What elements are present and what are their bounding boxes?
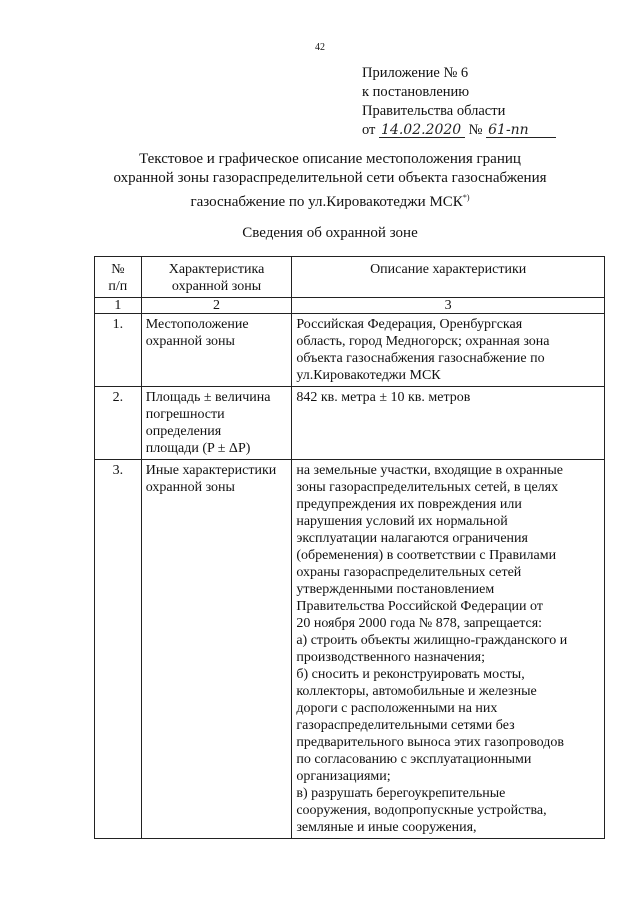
header-text: п/п xyxy=(108,279,128,294)
column-index-row xyxy=(95,298,605,314)
cell-line: Российская Федерация, Оренбургская xyxy=(296,317,523,332)
column-index: 2 xyxy=(141,298,292,314)
header-text: охранной зоны xyxy=(171,279,262,294)
cell-line: производственного назначения; xyxy=(296,650,485,665)
table-header-row xyxy=(95,257,605,298)
column-index: 1 xyxy=(95,298,142,314)
cell-line: охранной зоны xyxy=(145,334,235,349)
header-description: Описание характеристики xyxy=(292,257,605,298)
cell-line: Иные характеристики xyxy=(145,463,277,478)
section-title: Сведения об охранной зоне xyxy=(242,225,418,241)
page-number: 42 xyxy=(315,42,325,53)
row-description xyxy=(292,460,605,839)
cell-line: нарушения условий их нормальной xyxy=(296,514,508,529)
handwritten-date: 14.02.2020 xyxy=(379,123,465,138)
title-line: Текстовое и графическое описание местоположения границ xyxy=(139,151,521,167)
cell-line: б) сносить и реконструировать мосты, xyxy=(296,667,525,682)
from-label: от xyxy=(362,122,376,138)
cell-line: площади (P ± ΔP) xyxy=(145,441,251,456)
column-index: 3 xyxy=(292,298,605,314)
row-characteristic xyxy=(141,460,292,839)
appendix-date-line xyxy=(362,121,556,140)
document-title xyxy=(70,150,590,212)
cell-line: 20 ноября 2000 года № 878, запрещается: xyxy=(296,616,543,631)
cell-line: земляные и иные сооружения, xyxy=(296,820,477,835)
zone-info-table xyxy=(94,256,605,839)
cell-line: сооружения, водопропускные устройства, xyxy=(296,803,547,818)
cell-line: предварительного выноса этих газопроводов xyxy=(296,735,565,750)
table-row xyxy=(95,387,605,460)
cell-line: предупреждения их повреждения или xyxy=(296,497,522,512)
table-row xyxy=(95,460,605,839)
header-num xyxy=(95,257,142,298)
cell-line: (обременения) в соответствии с Правилами xyxy=(296,548,557,563)
cell-line: дороги с расположенными на них xyxy=(296,701,498,716)
handwritten-number: 61-пп xyxy=(486,123,556,138)
footnote-mark: *) xyxy=(462,193,470,202)
title-line-text: газоснабжение по ул.Кировакотеджи МСК xyxy=(190,194,463,210)
title-line: охранной зоны газораспределительной сети объекта газоснабжения xyxy=(113,170,547,186)
cell-line: коллекторы, автомобильные и железные xyxy=(296,684,537,699)
cell-line: область, город Медногорск; охранная зона xyxy=(296,334,550,349)
cell-line: а) строить объекты жилищно-гражданского и xyxy=(296,633,568,648)
row-description xyxy=(292,387,605,460)
row-characteristic xyxy=(141,387,292,460)
cell-line: по согласованию с эксплуатационными xyxy=(296,752,532,767)
cell-line: охранной зоны xyxy=(145,480,235,495)
appendix-title: Приложение № 6 xyxy=(362,65,469,81)
cell-line: охраны газораспределительных сетей xyxy=(296,565,522,580)
appendix-block xyxy=(362,64,556,140)
row-number: 1. xyxy=(95,314,142,387)
cell-line: организациями; xyxy=(296,769,391,784)
row-description xyxy=(292,314,605,387)
cell-line: Правительства Российской Федерации от xyxy=(296,599,543,614)
header-characteristic xyxy=(141,257,292,298)
cell-line: утвержденными постановлением xyxy=(296,582,495,597)
row-number: 3. xyxy=(95,460,142,839)
cell-line: ул.Кировакотеджи МСК xyxy=(296,368,441,383)
cell-line: определения xyxy=(145,424,222,439)
cell-line: на земельные участки, входящие в охранные xyxy=(296,463,564,478)
cell-line: газораспределительными сетями без xyxy=(296,718,515,733)
appendix-line-resolution: к постановлению xyxy=(362,84,470,100)
cell-line: эксплуатации налагаются ограничения xyxy=(296,531,528,546)
table-row xyxy=(95,314,605,387)
cell-line: 842 кв. метра ± 10 кв. метров xyxy=(296,390,471,405)
header-text: Характеристика xyxy=(168,262,265,277)
cell-line: в) разрушать берегоукрепительные xyxy=(296,786,506,801)
cell-line: Местоположение xyxy=(145,317,249,332)
row-number: 2. xyxy=(95,387,142,460)
cell-line: зоны газораспределительных сетей, в целях xyxy=(296,480,559,495)
number-label: № xyxy=(468,122,483,138)
cell-line: Площадь ± величина xyxy=(145,390,271,405)
title-line xyxy=(70,188,590,212)
appendix-line-government: Правительства области xyxy=(362,103,506,119)
cell-line: погрешности xyxy=(145,407,225,422)
row-characteristic xyxy=(141,314,292,387)
cell-line: объекта газоснабжения газоснабжение по xyxy=(296,351,545,366)
header-text: № xyxy=(111,262,125,277)
